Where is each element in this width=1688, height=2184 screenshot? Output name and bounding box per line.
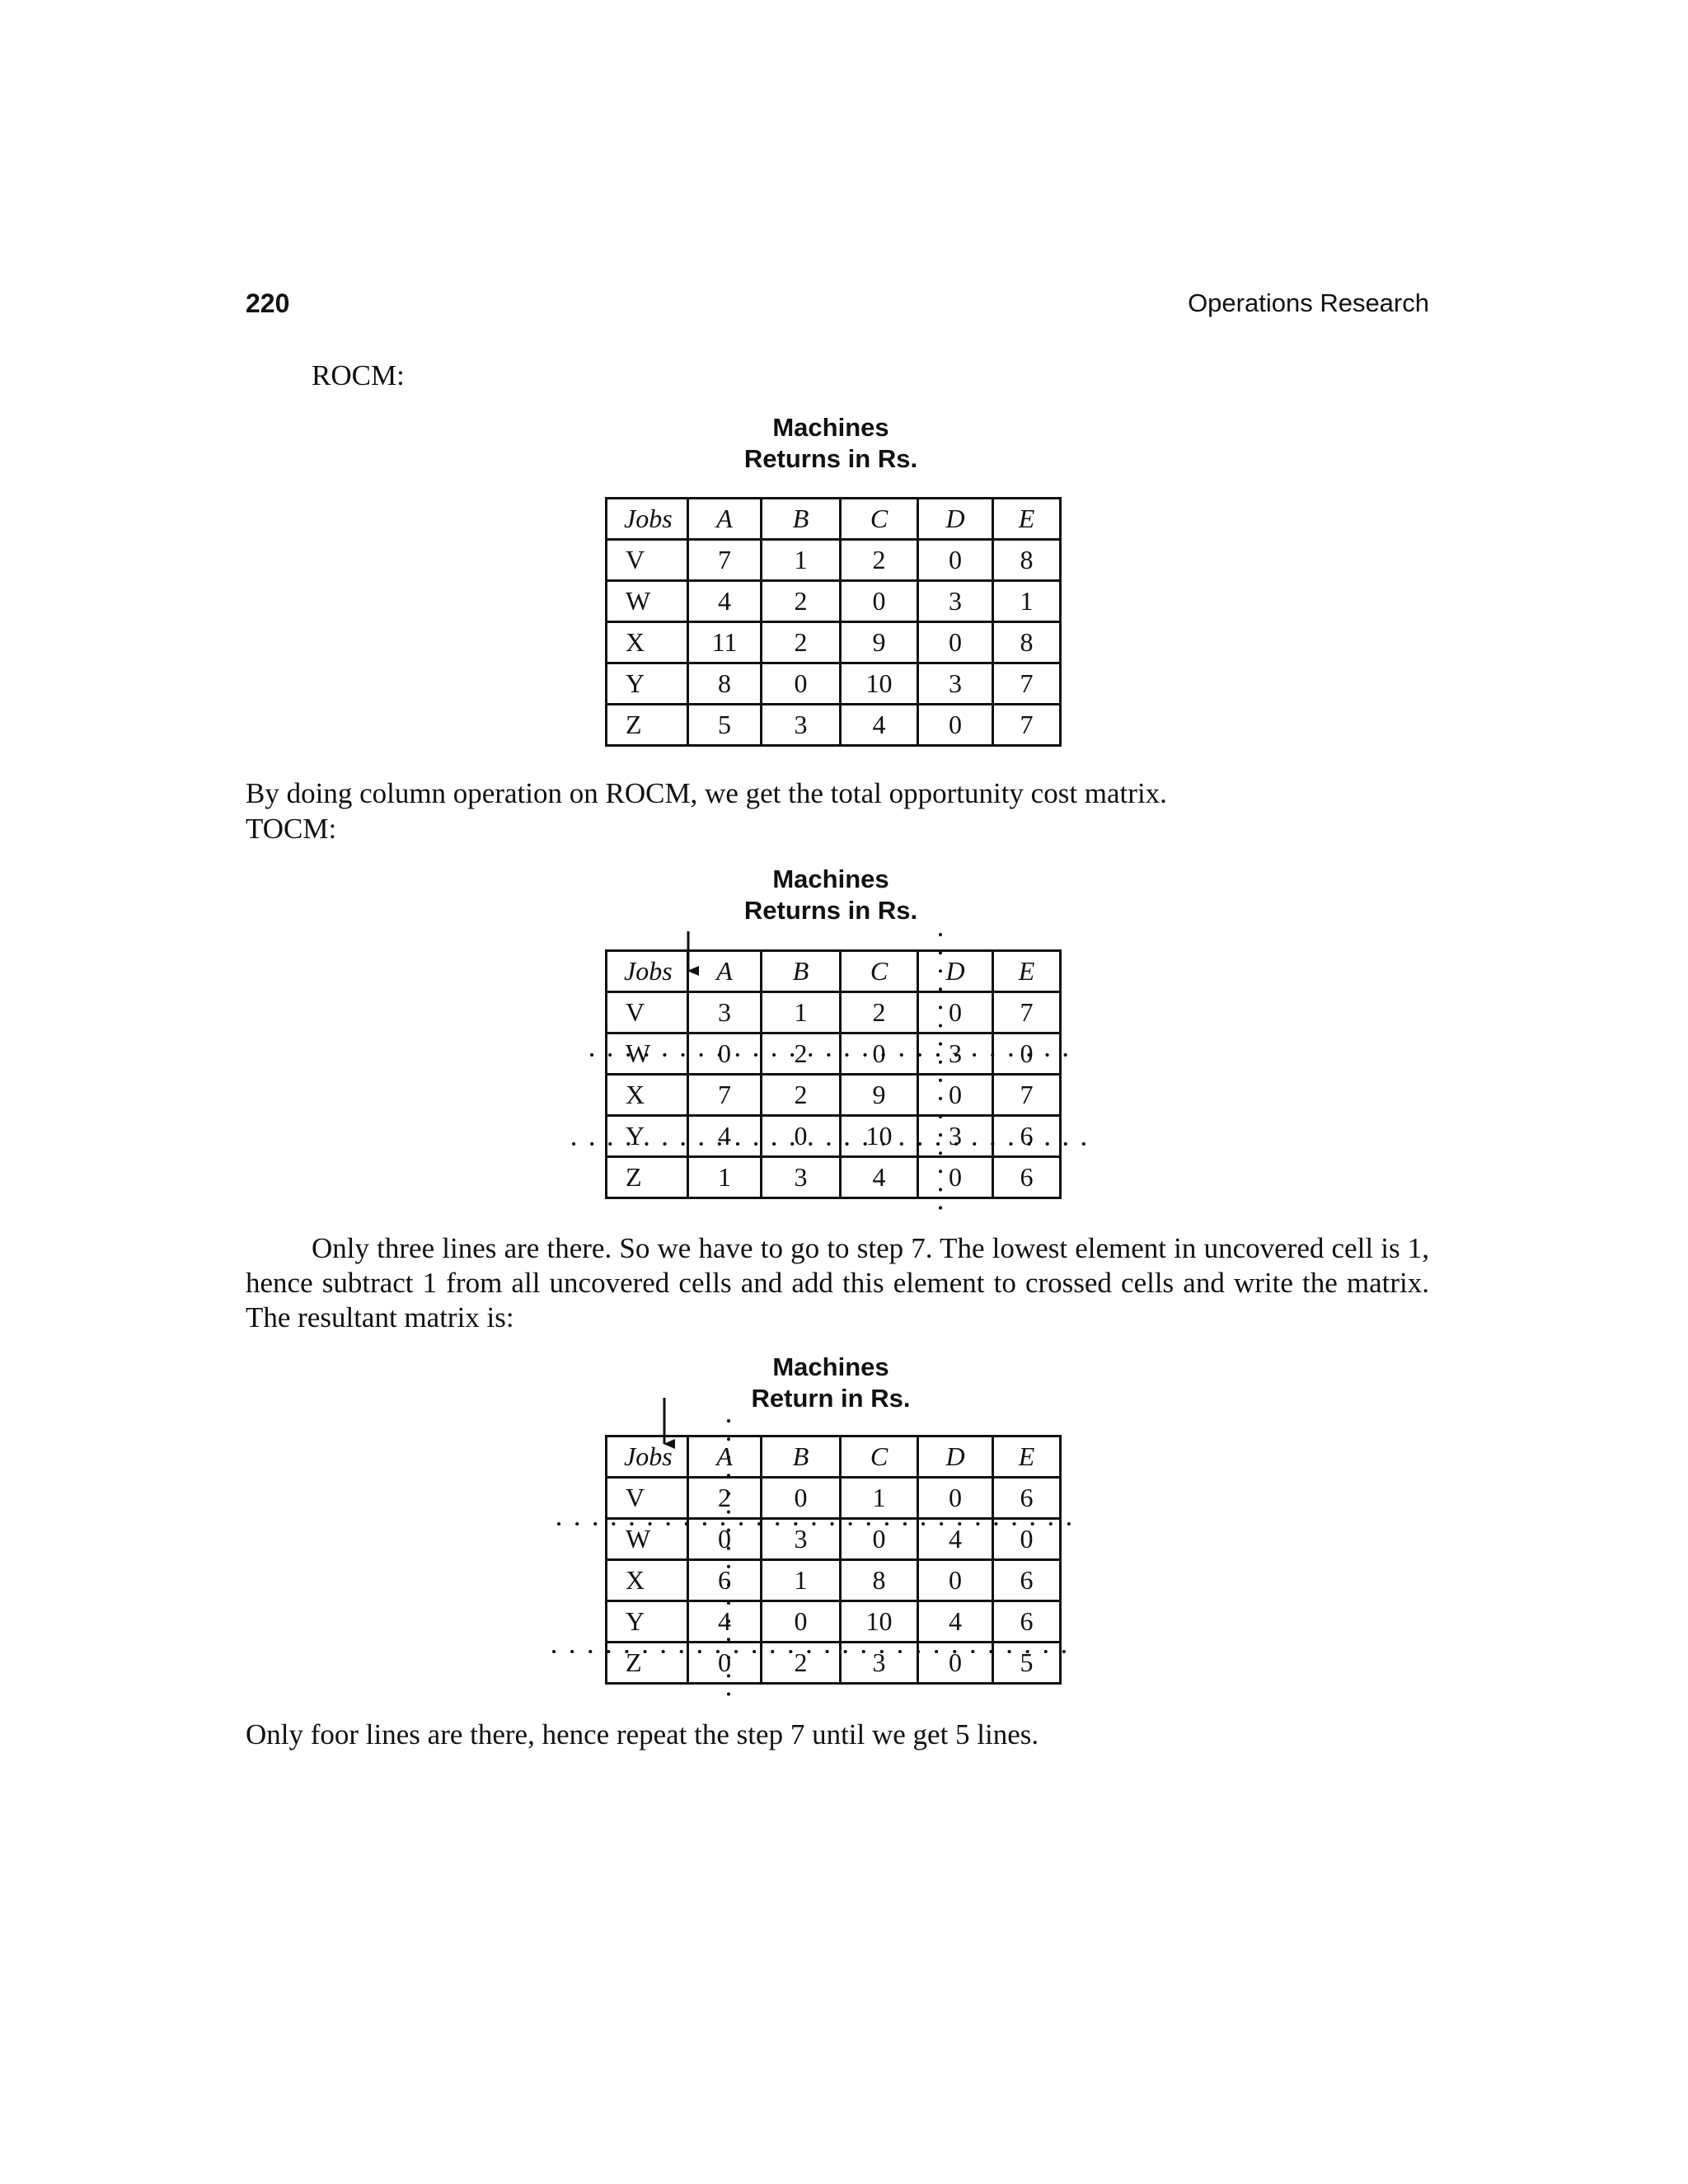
cell: 3 bbox=[918, 1033, 993, 1075]
cell: 0 bbox=[918, 1478, 993, 1519]
cell: 3 bbox=[762, 705, 841, 746]
row-label: Z bbox=[607, 705, 688, 746]
cell: 11 bbox=[688, 622, 762, 663]
table-row bbox=[607, 1560, 1061, 1601]
header-a: A bbox=[688, 1436, 762, 1478]
table-row bbox=[607, 1643, 1061, 1684]
header-d: D bbox=[918, 1436, 993, 1478]
cell: 9 bbox=[841, 1075, 918, 1116]
rocm-table bbox=[605, 497, 1062, 747]
table-row bbox=[607, 1033, 1061, 1075]
row-label: Y bbox=[607, 1116, 688, 1157]
table-header-row bbox=[607, 1436, 1061, 1478]
cell: 0 bbox=[918, 705, 993, 746]
rocm-title-line2: Returns in Rs. bbox=[743, 444, 918, 473]
cell: 1 bbox=[993, 581, 1061, 622]
cell: 1 bbox=[762, 540, 841, 581]
header-jobs: Jobs bbox=[607, 499, 688, 540]
header-c: C bbox=[841, 1436, 918, 1478]
row-label: Z bbox=[607, 1157, 688, 1198]
table-row bbox=[607, 992, 1061, 1033]
header-a: A bbox=[688, 499, 762, 540]
header-jobs: Jobs bbox=[607, 1436, 688, 1478]
cell: 0 bbox=[993, 1519, 1061, 1560]
cell: 8 bbox=[993, 622, 1061, 663]
rocm-title bbox=[600, 412, 1062, 475]
cell: 10 bbox=[841, 663, 918, 705]
cell: 1 bbox=[762, 1560, 841, 1601]
cell: 0 bbox=[762, 1478, 841, 1519]
cell: 2 bbox=[762, 1075, 841, 1116]
table-row bbox=[607, 581, 1061, 622]
cell: 0 bbox=[762, 1116, 841, 1157]
cell: 4 bbox=[688, 1116, 762, 1157]
header-e: E bbox=[993, 1436, 1061, 1478]
cell: 0 bbox=[918, 1075, 993, 1116]
cell: 3 bbox=[688, 992, 762, 1033]
paragraph-four-lines: Only foor lines are there, hence repeat the step 7 until we get 5 lines. bbox=[246, 1718, 1039, 1750]
header-jobs: Jobs bbox=[607, 951, 688, 992]
tocm-title-line1: Machines bbox=[772, 865, 889, 893]
cell: 0 bbox=[841, 581, 918, 622]
cell: 0 bbox=[688, 1519, 762, 1560]
table-row bbox=[607, 1601, 1061, 1643]
header-c: C bbox=[841, 951, 918, 992]
table-row bbox=[607, 663, 1061, 705]
cell: 7 bbox=[993, 1075, 1061, 1116]
row-label: X bbox=[607, 1075, 688, 1116]
page-number: 220 bbox=[246, 288, 290, 318]
header-b: B bbox=[762, 499, 841, 540]
row-label: W bbox=[607, 581, 688, 622]
table-header-row bbox=[607, 499, 1061, 540]
cell: 7 bbox=[993, 663, 1061, 705]
row-label: Y bbox=[607, 663, 688, 705]
resultant-title bbox=[600, 1352, 1062, 1414]
cell: 10 bbox=[841, 1601, 918, 1643]
tocm-title bbox=[600, 864, 1062, 926]
row-label: Y bbox=[607, 1601, 688, 1643]
cell: 2 bbox=[762, 581, 841, 622]
cell: 4 bbox=[688, 1601, 762, 1643]
header-d: D bbox=[918, 951, 993, 992]
row-label: V bbox=[607, 540, 688, 581]
header-e: E bbox=[993, 951, 1061, 992]
cell: 10 bbox=[841, 1116, 918, 1157]
header-c: C bbox=[841, 499, 918, 540]
cell: 4 bbox=[688, 581, 762, 622]
cell: 3 bbox=[841, 1643, 918, 1684]
cell: 0 bbox=[993, 1033, 1061, 1075]
row-label: Z bbox=[607, 1643, 688, 1684]
cell: 2 bbox=[841, 992, 918, 1033]
table-row bbox=[607, 1157, 1061, 1198]
cell: 8 bbox=[688, 663, 762, 705]
cell: 3 bbox=[918, 581, 993, 622]
cell: 4 bbox=[841, 1157, 918, 1198]
cell: 1 bbox=[841, 1478, 918, 1519]
table-row bbox=[607, 1519, 1061, 1560]
cell: 0 bbox=[762, 1601, 841, 1643]
cell: 4 bbox=[918, 1601, 993, 1643]
cell: 6 bbox=[993, 1116, 1061, 1157]
cell: 7 bbox=[688, 1075, 762, 1116]
cell: 5 bbox=[688, 705, 762, 746]
cell: 3 bbox=[762, 1157, 841, 1198]
table-row bbox=[607, 1075, 1061, 1116]
cell: 2 bbox=[841, 540, 918, 581]
table-header-row bbox=[607, 951, 1061, 992]
cell: 0 bbox=[762, 663, 841, 705]
cell: 7 bbox=[993, 992, 1061, 1033]
table-row bbox=[607, 705, 1061, 746]
cell: 2 bbox=[762, 1643, 841, 1684]
cell: 6 bbox=[993, 1601, 1061, 1643]
resultant-table bbox=[605, 1435, 1062, 1685]
row-label: X bbox=[607, 622, 688, 663]
cell: 6 bbox=[993, 1560, 1061, 1601]
table-row bbox=[607, 1478, 1061, 1519]
rocm-title-line1: Machines bbox=[772, 413, 889, 442]
cell: 4 bbox=[841, 705, 918, 746]
resultant-title-line1: Machines bbox=[772, 1352, 889, 1381]
table-row bbox=[607, 1116, 1061, 1157]
tocm-table bbox=[605, 949, 1062, 1199]
header-a: A bbox=[688, 951, 762, 992]
cell: 0 bbox=[688, 1643, 762, 1684]
tocm-label: TOCM: bbox=[246, 813, 337, 845]
row-label: W bbox=[607, 1519, 688, 1560]
row-label: V bbox=[607, 992, 688, 1033]
cell: 2 bbox=[762, 1033, 841, 1075]
cell: 0 bbox=[918, 1560, 993, 1601]
cell: 6 bbox=[993, 1478, 1061, 1519]
cell: 8 bbox=[993, 540, 1061, 581]
cell: 2 bbox=[688, 1478, 762, 1519]
cell: 3 bbox=[918, 1116, 993, 1157]
header-d: D bbox=[918, 499, 993, 540]
cell: 0 bbox=[841, 1519, 918, 1560]
cell: 0 bbox=[841, 1033, 918, 1075]
header-b: B bbox=[762, 1436, 841, 1478]
cell: 6 bbox=[993, 1157, 1061, 1198]
paragraph-step-seven: Only three lines are there. So we have to go to step 7. The lowest element in uncovered cell is 1, hence subtract 1 from all uncovered cells and add this element to crossed cells and write the matrix. The resultant matrix is: bbox=[246, 1232, 1429, 1333]
resultant-title-line2: Return in Rs. bbox=[751, 1384, 911, 1413]
header-e: E bbox=[993, 499, 1061, 540]
cell: 7 bbox=[993, 705, 1061, 746]
cell: 3 bbox=[918, 663, 993, 705]
cell: 7 bbox=[688, 540, 762, 581]
cell: 5 bbox=[993, 1643, 1061, 1684]
cell: 0 bbox=[918, 540, 993, 581]
row-label: V bbox=[607, 1478, 688, 1519]
cell: 9 bbox=[841, 622, 918, 663]
table-row bbox=[607, 540, 1061, 581]
cell: 2 bbox=[762, 622, 841, 663]
cell: 3 bbox=[762, 1519, 841, 1560]
header-b: B bbox=[762, 951, 841, 992]
cell: 1 bbox=[762, 992, 841, 1033]
row-label: W bbox=[607, 1033, 688, 1075]
cell: 0 bbox=[918, 1643, 993, 1684]
cell: 0 bbox=[688, 1033, 762, 1075]
cell: 0 bbox=[918, 1157, 993, 1198]
row-label: X bbox=[607, 1560, 688, 1601]
cell: 1 bbox=[688, 1157, 762, 1198]
table-row bbox=[607, 622, 1061, 663]
cell: 4 bbox=[918, 1519, 993, 1560]
cell: 6 bbox=[688, 1560, 762, 1601]
paragraph-column-operation: By doing column operation on ROCM, we get the total opportunity cost matrix. bbox=[246, 777, 1167, 809]
tocm-title-line2: Returns in Rs. bbox=[743, 896, 918, 925]
cell: 8 bbox=[841, 1560, 918, 1601]
rocm-label: ROCM: bbox=[312, 359, 405, 391]
cell: 0 bbox=[918, 622, 993, 663]
running-title: Operations Research bbox=[1188, 288, 1429, 317]
cell: 0 bbox=[918, 992, 993, 1033]
